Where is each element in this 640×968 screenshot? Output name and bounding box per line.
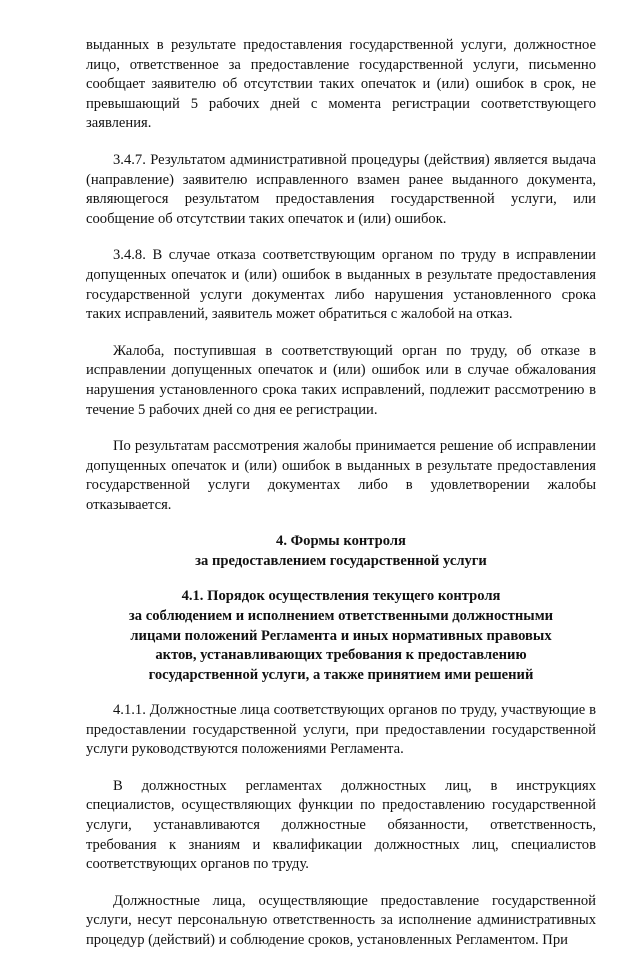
section-heading-line: 4. Формы контроля: [276, 533, 406, 550]
paragraph-job-regulations: В должностных регламентах должностных лиц, в инструкциях специалистов, осуществляющих функции по предоставлению государственной услуги, устанавливаются должностные обязанности, ответственность, требования к знаниям и квалификации должностных лиц, специалистов соответствующих органов по труду.: [86, 777, 596, 873]
paragraph-complaint-result: По результатам рассмотрения жалобы принимается решение об исправлении допущенных опечаток и (или) ошибок в выданных в результате предоставления государственной услуги документах либо в удовлетворении жалобы отказывается.: [86, 438, 596, 513]
document-page: [86, 36, 596, 968]
paragraph-3-4-7: 3.4.7. Результатом административной процедуры (действия) является выдача (направление) заявителю исправленного взамен ранее выданного документа, являющегося результатом предоставления государственной услуги, или сообщение об отсутствии таких опечаток и (или) ошибок.: [86, 151, 596, 227]
paragraph-3-4-8: 3.4.8. В случае отказа соответствующим органом по труду в исправлении допущенных опечаток и (или) ошибок в выданных в результате предоставления государственной услуги документах либо нарушения установленного срока таких исправлений, заявитель может обратиться с жалобой на отказ.: [86, 247, 596, 323]
subsection-heading-line: лицами положений Регламента и иных нормативных правовых: [130, 627, 552, 644]
paragraph-personal-responsibility: Должностные лица, осуществляющие предоставление государственной услуги, несут персональную ответственность за исполнение административных процедур (действий) и соблюдение сроков, установленных Регламентом. При: [86, 892, 596, 948]
subsection-heading-line: актов, устанавливающих требования к предоставлению: [155, 647, 527, 664]
subsection-heading-line: за соблюдением и исполнением ответственными должностными: [128, 607, 554, 624]
section-heading: [86, 532, 596, 572]
subsection-heading: [86, 587, 596, 686]
section-heading-line: за предоставлением государственной услуги: [195, 553, 487, 570]
paragraph-4-1-1: 4.1.1. Должностные лица соответствующих органов по труду, участвующие в предоставлении государственной услуги, при предоставлении государственной услуги руководствуются положениями Регламента.: [86, 702, 596, 758]
subsection-heading-line: государственной услуги, а также принятием ими решений: [148, 667, 534, 684]
paragraph-continuation: выданных в результате предоставления государственной услуги, должностное лицо, ответственное за предоставление государственной услуги, письменно сообщает заявителю об отсутствии таких опечаток и (или) ошибок в срок, не превышающий 5 рабочих дней с момента регистрации соответствующего заявления.: [86, 37, 596, 132]
subsection-heading-line: 4.1. Порядок осуществления текущего контроля: [181, 588, 501, 605]
paragraph-complaint: Жалоба, поступившая в соответствующий орган по труду, об отказе в исправлении допущенных опечаток и (или) ошибок или в случае обжалования нарушения установленного срока таких исправлений, подлежит рассмотрению в течение 5 рабочих дней со дня ее регистрации.: [86, 342, 596, 418]
